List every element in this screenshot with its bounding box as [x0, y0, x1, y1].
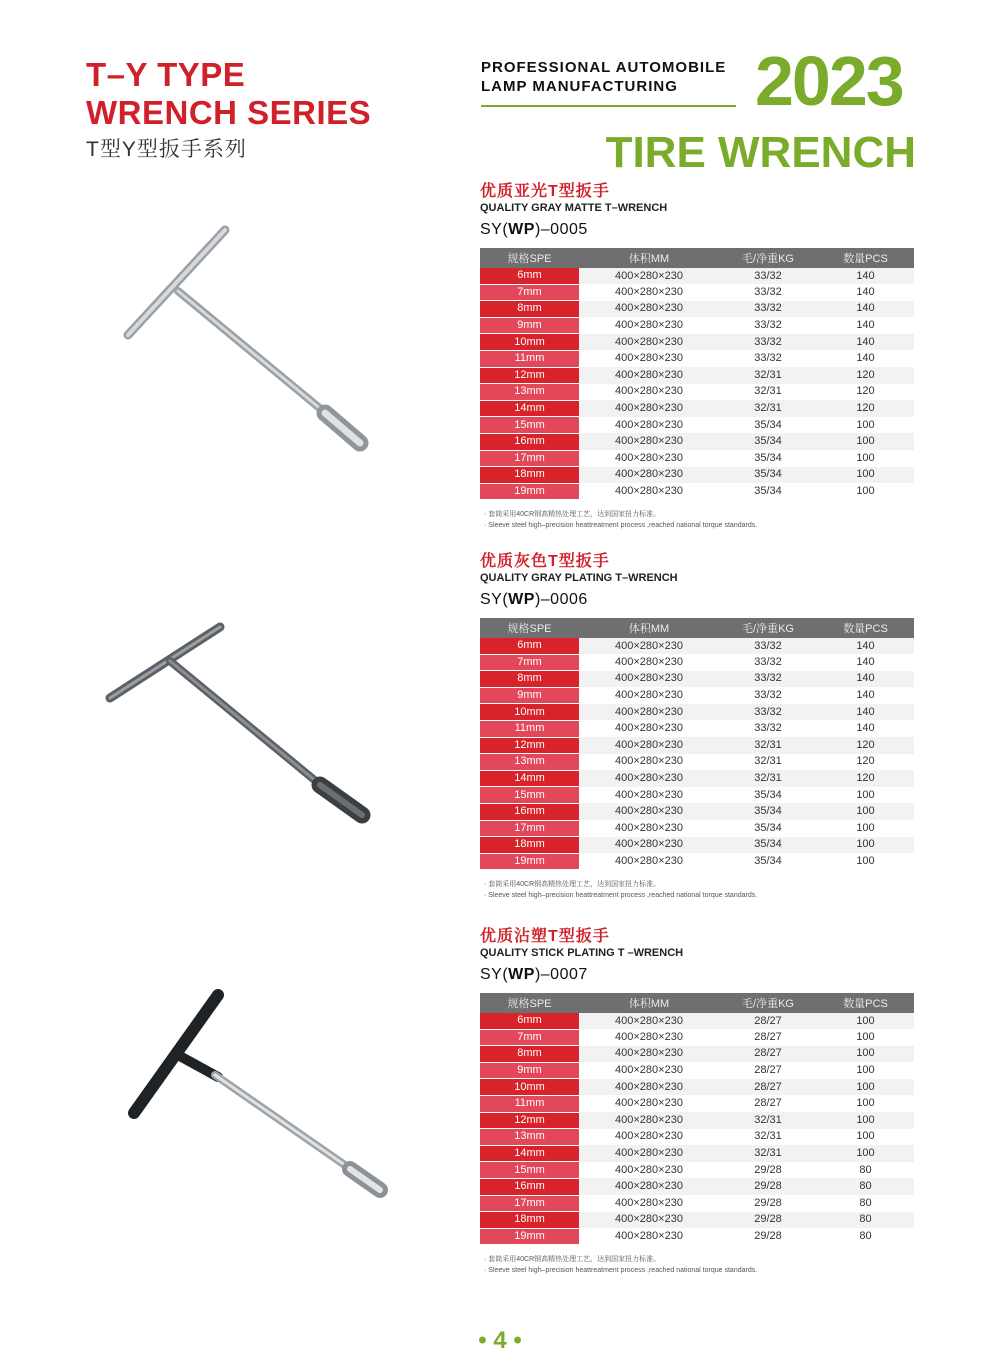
weight-cell: 32/31	[719, 1112, 817, 1129]
weight-cell: 35/34	[754, 855, 782, 868]
weight-cell: 35/34	[754, 418, 782, 431]
volume-cell: 400×280×230	[579, 638, 719, 654]
code-bold: WP	[508, 591, 535, 608]
volume-cell: 400×280×230	[579, 268, 719, 284]
weight-cell: 35/34	[754, 788, 782, 801]
spec-cell: 19mm	[480, 483, 579, 500]
product-notes	[480, 879, 914, 901]
quantity-cell: 100	[817, 837, 914, 854]
table-row	[480, 803, 914, 820]
spec-cell: 7mm	[480, 284, 579, 301]
table-header-row	[480, 993, 914, 1013]
table-row	[480, 837, 914, 854]
spec-cell: 12mm	[480, 737, 579, 754]
column-header: 毛/净重KG	[719, 248, 817, 268]
quantity-cell: 140	[856, 722, 875, 735]
volume-cell: 400×280×230	[615, 418, 683, 431]
volume-cell: 400×280×230	[615, 1097, 683, 1110]
quantity-cell: 140	[856, 285, 875, 298]
column-header: 规格SPE	[480, 248, 579, 268]
quantity-cell: 100	[856, 1097, 875, 1110]
volume-cell: 400×280×230	[579, 1145, 719, 1162]
spec-cell: 16mm	[480, 1178, 579, 1195]
table-row	[480, 1029, 914, 1046]
table-row	[480, 704, 914, 721]
quantity-cell: 140	[856, 689, 875, 702]
quantity-cell: 100	[817, 1079, 914, 1096]
quantity-cell: 100	[856, 1030, 875, 1043]
series-title-cn: T型Y型扳手系列	[86, 138, 247, 161]
volume-cell: 400×280×230	[579, 1079, 719, 1096]
weight-cell: 32/31	[719, 400, 817, 417]
spec-cell: 6mm	[480, 268, 579, 284]
volume-cell: 400×280×230	[615, 1163, 683, 1176]
spec-cell: 17mm	[480, 820, 579, 837]
volume-cell: 400×280×230	[615, 485, 683, 498]
column-header: 毛/净重KG	[719, 993, 817, 1013]
weight-cell: 33/32	[719, 268, 817, 284]
column-header: 体积MM	[579, 248, 719, 268]
column-header: 体积MM	[579, 618, 719, 638]
weight-cell: 32/31	[719, 1145, 817, 1162]
volume-cell: 400×280×230	[579, 1046, 719, 1063]
table-row	[480, 1162, 914, 1179]
table-row	[480, 853, 914, 870]
table-row	[480, 638, 914, 654]
spec-cell: 19mm	[480, 853, 579, 870]
quantity-cell: 100	[817, 467, 914, 484]
spec-cell: 10mm	[480, 334, 579, 351]
spec-cell: 13mm	[480, 384, 579, 401]
quantity-cell: 140	[856, 319, 875, 332]
gray-plating-t-wrench-image	[98, 615, 388, 830]
spec-cell: 17mm	[480, 450, 579, 467]
maker-tagline	[481, 58, 726, 96]
spec-cell: 16mm	[480, 433, 579, 450]
product-code	[480, 591, 914, 609]
spec-cell: 9mm	[480, 687, 579, 704]
product-name-cn: 优质沾塑T型扳手	[480, 928, 610, 945]
spec-cell: 11mm	[480, 350, 579, 367]
product-name-en: QUALITY STICK PLATING T –WRENCH	[480, 947, 684, 959]
table-row	[480, 483, 914, 500]
table-row	[480, 1129, 914, 1146]
volume-cell: 400×280×230	[615, 1030, 683, 1043]
quantity-cell: 100	[856, 788, 875, 801]
quantity-cell: 100	[817, 1013, 914, 1029]
quantity-cell: 140	[817, 638, 914, 654]
note-cn: · 套筒采用40CR钢高精热处理工艺，达到国家扭力标准。	[484, 1256, 661, 1264]
weight-cell: 33/32	[719, 301, 817, 318]
table-row	[480, 1112, 914, 1129]
table-row	[480, 1228, 914, 1245]
quantity-cell: 100	[856, 855, 875, 868]
volume-cell: 400×280×230	[615, 855, 683, 868]
volume-cell: 400×280×230	[579, 770, 719, 787]
table-row	[480, 317, 914, 334]
note-en: · Sleeve steel high–precision heattreatment process ,reached national torque standards.	[484, 522, 758, 530]
weight-cell: 35/34	[719, 803, 817, 820]
column-header: 规格SPE	[480, 618, 579, 638]
table-row	[480, 384, 914, 401]
volume-cell: 400×280×230	[615, 1196, 683, 1209]
spec-cell: 12mm	[480, 367, 579, 384]
quantity-cell: 140	[817, 671, 914, 688]
spec-cell: 11mm	[480, 720, 579, 737]
volume-cell: 400×280×230	[615, 385, 683, 398]
column-header: 数量PCS	[817, 618, 914, 638]
product-name-cn: 优质亚光T型扳手	[480, 183, 610, 200]
weight-cell: 33/32	[754, 722, 782, 735]
series-title-line2: WRENCH SERIES	[86, 94, 372, 131]
code-prefix: SY(	[480, 221, 509, 238]
product-name-cn: 优质灰色T型扳手	[480, 553, 610, 570]
spec-cell: 8mm	[480, 301, 579, 318]
volume-cell: 400×280×230	[579, 1112, 719, 1129]
table-row	[480, 301, 914, 318]
table-row	[480, 467, 914, 484]
page-number: • 4 •	[478, 1327, 522, 1354]
note-cn: · 套筒采用40CR钢高精热处理工艺，达到国家扭力标准。	[484, 511, 661, 519]
table-row	[480, 820, 914, 837]
spec-cell: 7mm	[480, 1029, 579, 1046]
quantity-cell: 100	[856, 1130, 875, 1143]
code-bold: WP	[508, 966, 535, 983]
weight-cell: 33/32	[754, 689, 782, 702]
quantity-cell: 120	[856, 755, 875, 768]
quantity-cell: 140	[817, 334, 914, 351]
weight-cell: 33/32	[754, 319, 782, 332]
weight-cell: 35/34	[719, 433, 817, 450]
spec-cell: 12mm	[480, 1112, 579, 1129]
spec-cell: 6mm	[480, 638, 579, 654]
spec-cell: 14mm	[480, 400, 579, 417]
weight-cell: 35/34	[754, 485, 782, 498]
volume-cell: 400×280×230	[579, 467, 719, 484]
series-title-line1: T–Y TYPE	[86, 56, 246, 93]
table-row	[480, 1178, 914, 1195]
column-header: 数量PCS	[817, 993, 914, 1013]
weight-cell: 29/28	[754, 1163, 782, 1176]
quantity-cell: 120	[856, 385, 875, 398]
quantity-cell: 100	[817, 433, 914, 450]
quantity-cell: 80	[859, 1163, 872, 1176]
quantity-cell: 100	[817, 803, 914, 820]
code-bold: WP	[508, 221, 535, 238]
quantity-cell: 140	[856, 655, 875, 668]
product-notes	[480, 1254, 914, 1276]
spec-cell: 16mm	[480, 803, 579, 820]
catalog-year: 2023	[755, 42, 903, 120]
weight-cell: 33/32	[754, 285, 782, 298]
volume-cell: 400×280×230	[579, 367, 719, 384]
product-section	[480, 553, 914, 901]
weight-cell: 28/27	[719, 1046, 817, 1063]
volume-cell: 400×280×230	[615, 655, 683, 668]
volume-cell: 400×280×230	[579, 433, 719, 450]
table-row	[480, 1145, 914, 1162]
table-row	[480, 450, 914, 467]
spec-cell: 18mm	[480, 1212, 579, 1229]
maker-line2: LAMP MANUFACTURING	[481, 78, 678, 95]
weight-cell: 28/27	[719, 1013, 817, 1029]
table-row	[480, 334, 914, 351]
quantity-cell: 100	[856, 821, 875, 834]
table-header-row	[480, 618, 914, 638]
header-divider	[481, 105, 736, 107]
table-row	[480, 737, 914, 754]
volume-cell: 400×280×230	[579, 301, 719, 318]
quantity-cell: 80	[817, 1212, 914, 1229]
spec-cell: 9mm	[480, 1062, 579, 1079]
spec-cell: 8mm	[480, 671, 579, 688]
code-prefix: SY(	[480, 966, 509, 983]
spec-cell: 13mm	[480, 1129, 579, 1146]
volume-cell: 400×280×230	[615, 285, 683, 298]
volume-cell: 400×280×230	[579, 1212, 719, 1229]
quantity-cell: 100	[856, 485, 875, 498]
spec-table	[480, 618, 914, 870]
quantity-cell: 120	[817, 737, 914, 754]
weight-cell: 32/31	[754, 755, 782, 768]
volume-cell: 400×280×230	[579, 704, 719, 721]
table-row	[480, 1095, 914, 1112]
volume-cell: 400×280×230	[579, 803, 719, 820]
volume-cell: 400×280×230	[615, 1230, 683, 1243]
volume-cell: 400×280×230	[579, 334, 719, 351]
table-row	[480, 367, 914, 384]
volume-cell: 400×280×230	[615, 722, 683, 735]
quantity-cell: 100	[817, 1145, 914, 1162]
table-row	[480, 754, 914, 771]
quantity-cell: 120	[817, 400, 914, 417]
spec-cell: 10mm	[480, 1079, 579, 1096]
spec-table	[480, 248, 914, 500]
weight-cell: 32/31	[754, 1130, 782, 1143]
weight-cell: 33/32	[754, 655, 782, 668]
spec-cell: 14mm	[480, 1145, 579, 1162]
volume-cell: 400×280×230	[615, 1130, 683, 1143]
volume-cell: 400×280×230	[579, 837, 719, 854]
note-en: · Sleeve steel high–precision heattreatment process ,reached national torque standards.	[484, 1267, 758, 1275]
spec-table	[480, 993, 914, 1245]
note-cn: · 套筒采用40CR钢高精热处理工艺，达到国家扭力标准。	[484, 881, 661, 889]
weight-cell: 33/32	[719, 638, 817, 654]
table-row	[480, 268, 914, 284]
spec-cell: 15mm	[480, 1162, 579, 1179]
volume-cell: 400×280×230	[579, 671, 719, 688]
table-row	[480, 770, 914, 787]
volume-cell: 400×280×230	[579, 1178, 719, 1195]
table-row	[480, 671, 914, 688]
weight-cell: 29/28	[719, 1178, 817, 1195]
spec-cell: 9mm	[480, 317, 579, 334]
volume-cell: 400×280×230	[615, 451, 683, 464]
product-name-en: QUALITY GRAY PLATING T–WRENCH	[480, 572, 678, 584]
maker-line1: PROFESSIONAL AUTOMOBILE	[481, 59, 727, 76]
table-row	[480, 350, 914, 367]
weight-cell: 28/27	[754, 1030, 782, 1043]
gray-matte-t-wrench-image	[110, 215, 390, 465]
product-name-en: QUALITY GRAY MATTE T–WRENCH	[480, 202, 668, 214]
spec-cell: 19mm	[480, 1228, 579, 1245]
spec-cell: 6mm	[480, 1013, 579, 1029]
table-row	[480, 720, 914, 737]
weight-cell: 28/27	[754, 1064, 782, 1077]
quantity-cell: 140	[817, 704, 914, 721]
series-title	[86, 56, 371, 132]
table-row	[480, 284, 914, 301]
volume-cell: 400×280×230	[615, 1064, 683, 1077]
quantity-cell: 80	[817, 1178, 914, 1195]
quantity-cell: 100	[817, 1112, 914, 1129]
weight-cell: 35/34	[754, 821, 782, 834]
product-notes	[480, 509, 914, 531]
table-row	[480, 654, 914, 671]
weight-cell: 28/27	[719, 1079, 817, 1096]
quantity-cell: 100	[856, 451, 875, 464]
quantity-cell: 100	[856, 418, 875, 431]
weight-cell: 35/34	[719, 467, 817, 484]
weight-cell: 32/31	[719, 770, 817, 787]
weight-cell: 33/32	[719, 671, 817, 688]
spec-cell: 13mm	[480, 754, 579, 771]
product-section	[480, 928, 914, 1276]
weight-cell: 32/31	[719, 737, 817, 754]
column-header: 规格SPE	[480, 993, 579, 1013]
volume-cell: 400×280×230	[579, 737, 719, 754]
volume-cell: 400×280×230	[615, 352, 683, 365]
spec-cell: 17mm	[480, 1195, 579, 1212]
volume-cell: 400×280×230	[579, 400, 719, 417]
volume-cell: 400×280×230	[615, 821, 683, 834]
quantity-cell: 140	[856, 352, 875, 365]
spec-cell: 10mm	[480, 704, 579, 721]
table-row	[480, 1013, 914, 1029]
code-prefix: SY(	[480, 591, 509, 608]
table-row	[480, 400, 914, 417]
table-row	[480, 1046, 914, 1063]
spec-cell: 15mm	[480, 417, 579, 434]
quantity-cell: 140	[817, 268, 914, 284]
spec-cell: 18mm	[480, 837, 579, 854]
table-row	[480, 1195, 914, 1212]
table-row	[480, 1079, 914, 1096]
table-row	[480, 687, 914, 704]
code-suffix: )–0006	[534, 591, 588, 608]
weight-cell: 29/28	[754, 1230, 782, 1243]
weight-cell: 32/31	[754, 385, 782, 398]
volume-cell: 400×280×230	[615, 755, 683, 768]
volume-cell: 400×280×230	[615, 689, 683, 702]
column-header: 毛/净重KG	[719, 618, 817, 638]
volume-cell: 400×280×230	[579, 1013, 719, 1029]
spec-cell: 8mm	[480, 1046, 579, 1063]
spec-cell: 7mm	[480, 654, 579, 671]
quantity-cell: 100	[817, 1046, 914, 1063]
table-row	[480, 433, 914, 450]
stick-plating-t-wrench-image	[120, 985, 400, 1210]
code-suffix: )–0005	[534, 221, 588, 238]
product-section	[480, 183, 914, 531]
quantity-cell: 120	[817, 367, 914, 384]
weight-cell: 35/34	[754, 451, 782, 464]
spec-cell: 15mm	[480, 787, 579, 804]
quantity-cell: 100	[856, 1064, 875, 1077]
note-en: · Sleeve steel high–precision heattreatment process ,reached national torque standards.	[484, 892, 758, 900]
weight-cell: 29/28	[754, 1196, 782, 1209]
weight-cell: 33/32	[754, 352, 782, 365]
weight-cell: 35/34	[719, 837, 817, 854]
column-header: 体积MM	[579, 993, 719, 1013]
quantity-cell: 120	[817, 770, 914, 787]
weight-cell: 33/32	[719, 334, 817, 351]
weight-cell: 28/27	[754, 1097, 782, 1110]
quantity-cell: 140	[817, 301, 914, 318]
spec-cell: 14mm	[480, 770, 579, 787]
table-row	[480, 1212, 914, 1229]
spec-cell: 11mm	[480, 1095, 579, 1112]
volume-cell: 400×280×230	[615, 319, 683, 332]
column-header: 数量PCS	[817, 248, 914, 268]
table-row	[480, 1062, 914, 1079]
table-header-row	[480, 248, 914, 268]
quantity-cell: 80	[859, 1196, 872, 1209]
category-title: TIRE WRENCH	[605, 128, 916, 177]
spec-cell: 18mm	[480, 467, 579, 484]
product-code	[480, 966, 914, 984]
table-row	[480, 787, 914, 804]
product-code	[480, 221, 914, 239]
quantity-cell: 80	[859, 1230, 872, 1243]
volume-cell: 400×280×230	[615, 788, 683, 801]
code-suffix: )–0007	[534, 966, 588, 983]
weight-cell: 32/31	[719, 367, 817, 384]
weight-cell: 33/32	[719, 704, 817, 721]
weight-cell: 29/28	[719, 1212, 817, 1229]
table-row	[480, 417, 914, 434]
